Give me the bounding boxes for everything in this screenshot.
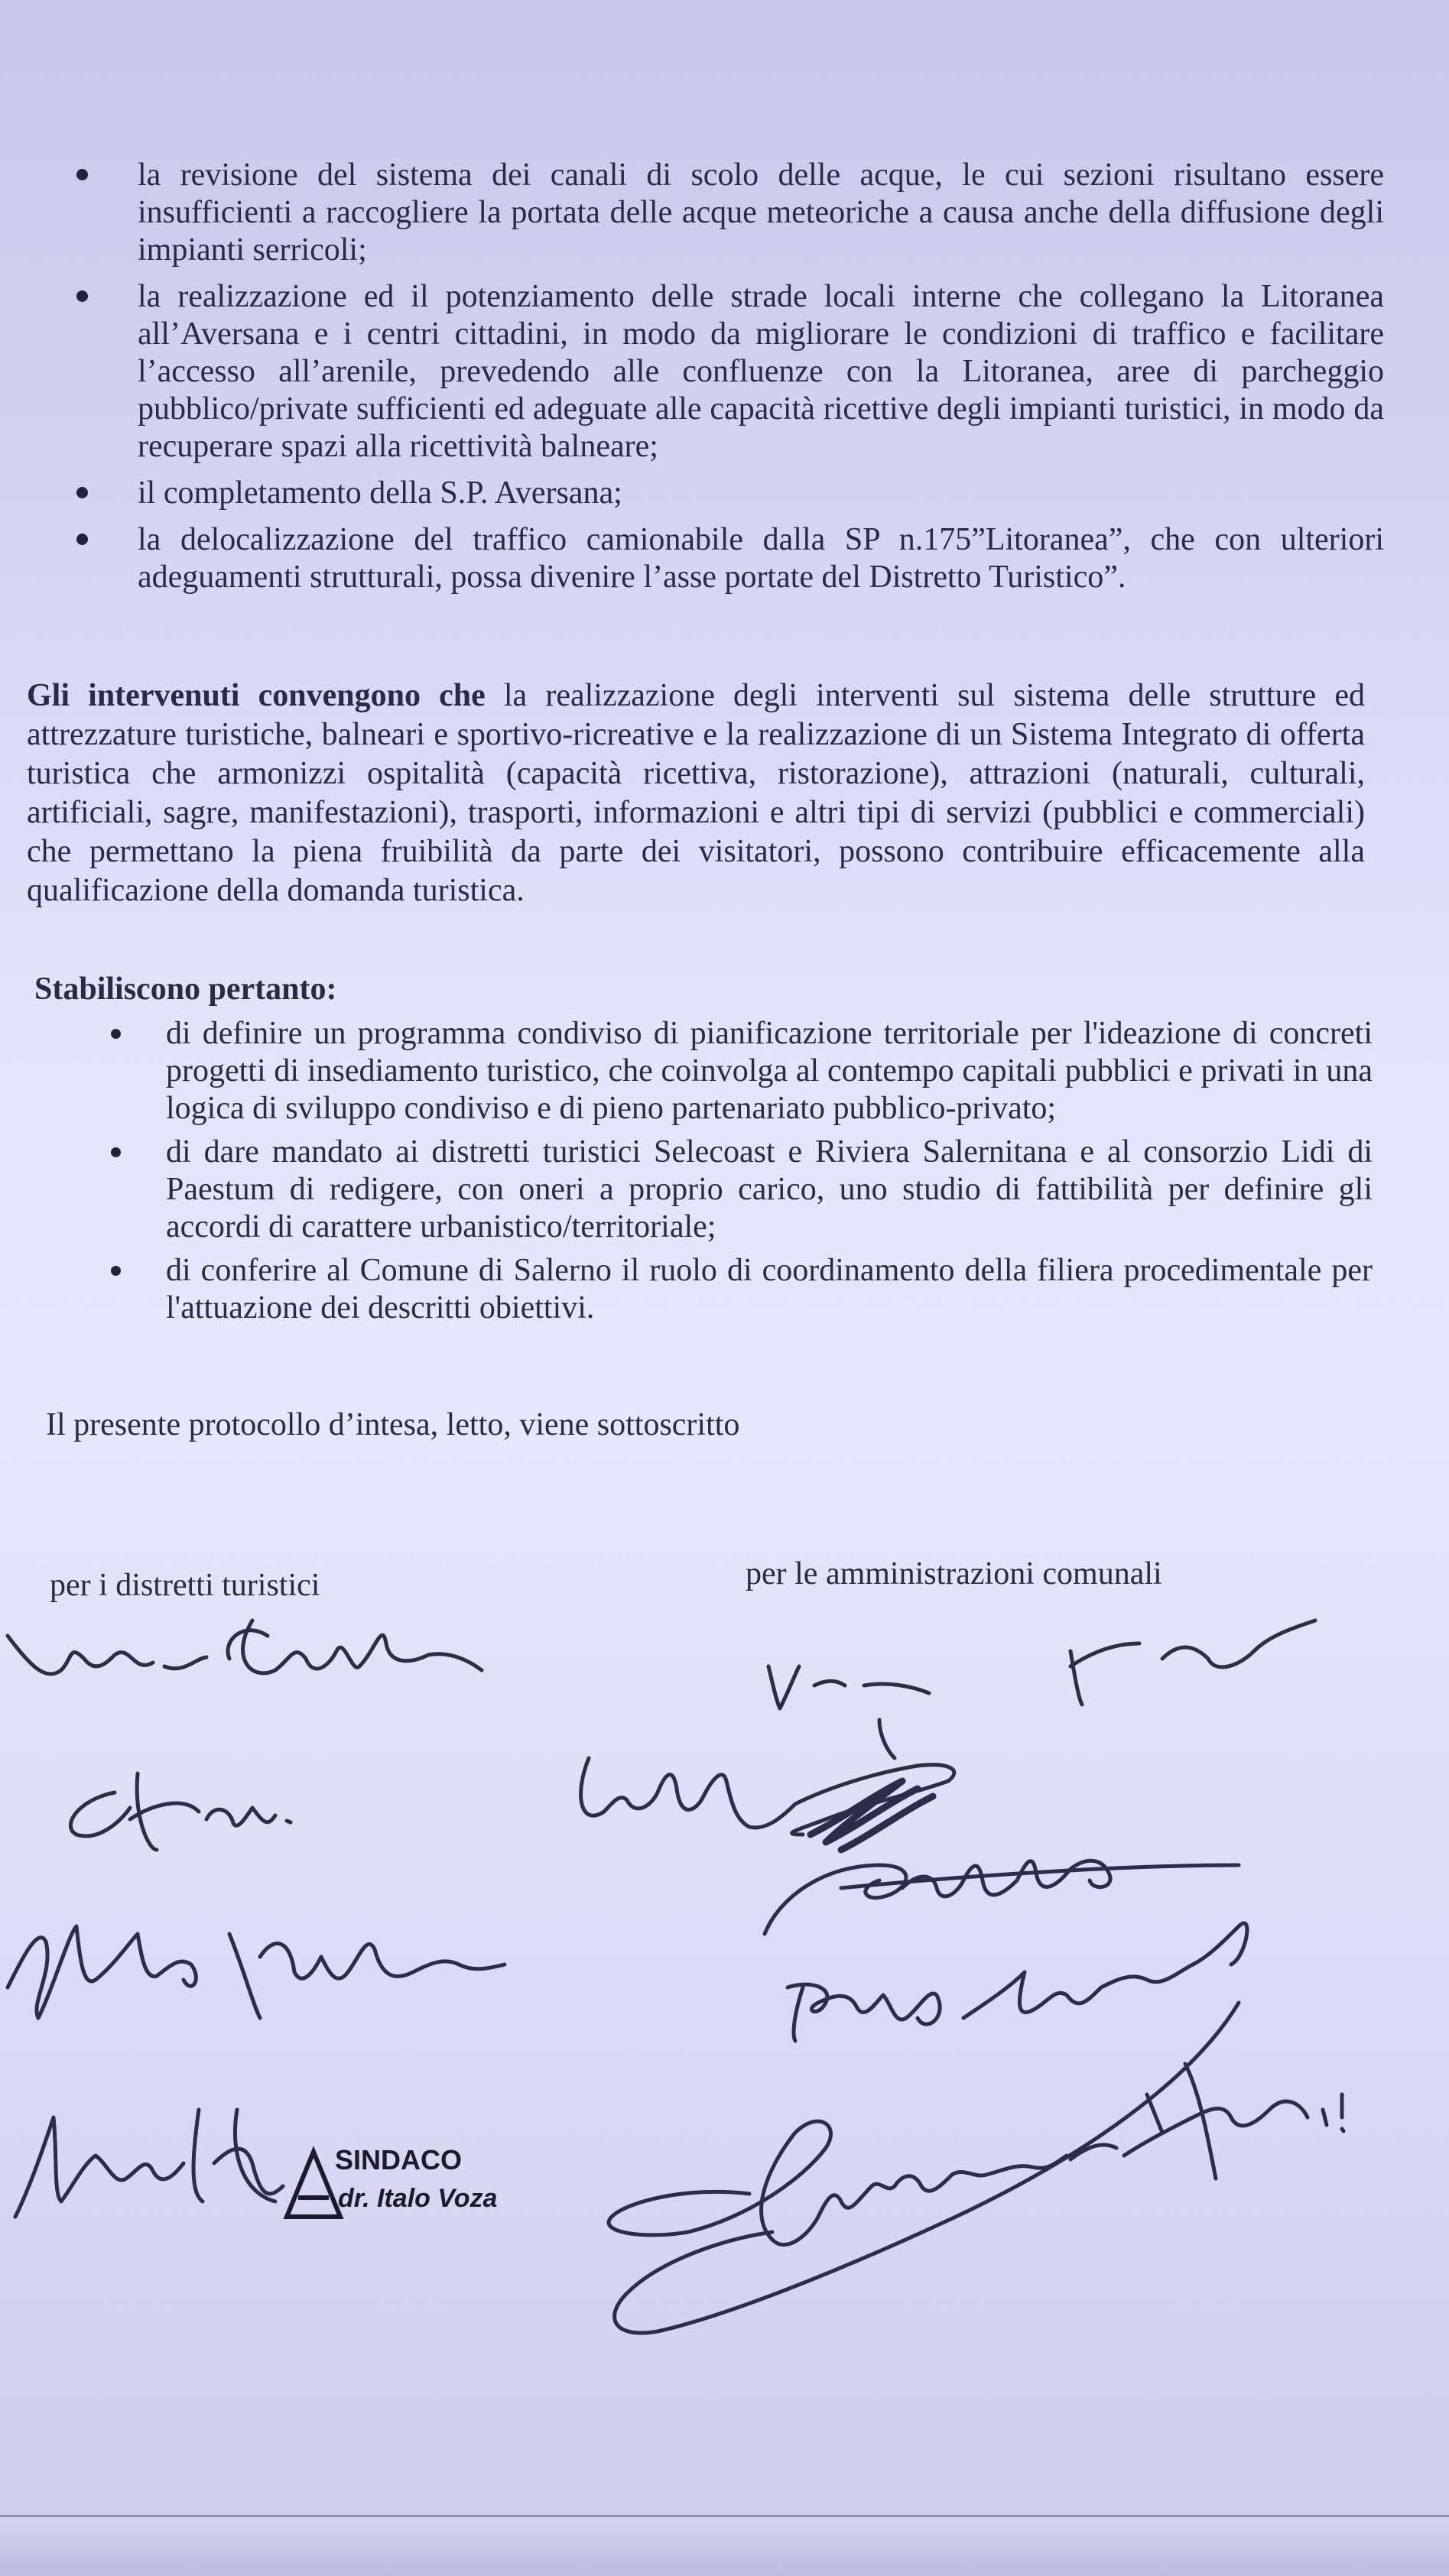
list-item: la realizzazione ed il potenziamento delle strade locali interne che collegano la Litoranea all’Aversana e i centri cittadini, in modo da migliorare le condizioni di traffico e facilitare l’accesso all’arenile, prevedendo alle confluenze con la Litoranea, aree di parcheggio pubblico/private sufficienti ed adeguate alle capacità ricettive degli impianti turistici, in modo da recuperare spazi alla ricettività balneare;	[76, 278, 1384, 466]
signature-left-2	[70, 1773, 291, 1850]
signature-label-left: per i distretti turistici	[50, 1568, 320, 1603]
signature-right-4	[788, 1923, 1247, 2041]
convengono-lead: Gli intervenuti convengono che	[27, 678, 486, 713]
convengono-text: la realizzazione degli interventi sul sistema delle strutture ed attrezzature turistiche, balneari e sportivo-ricreative e la realizzazione di un Sistema Integrato di offerta turistica che armonizzi ospitalità (capacità ricettiva, ristorazione), attrazioni (naturali, culturali, artificiali, sagre, manifestazioni), trasporti, informazioni e altri tipi di servizi (pubblici e commerciali) che permettano la piena fruibilità da parte dei visitatori, possono contribuire efficacemente alla qualificazione della domanda turistica.	[27, 678, 1365, 908]
list-item: di definire un programma condiviso di pianificazione territoriale per l'ideazione di concreti progetti di insediamento turistico, che coinvolga al contempo capitali pubblici e privati in una logica di sviluppo condiviso e di pieno partenariato pubblico-privato;	[111, 1015, 1373, 1127]
stamp-title: SINDACO	[335, 2144, 463, 2175]
list-item: la revisione del sistema dei canali di scolo delle acque, le cui sezioni risultano essere insufficienti a raccogliere la portata delle acque meteoriche a causa anche della diffusione degli impianti serricoli;	[76, 157, 1384, 269]
signature-right-5	[609, 2094, 1343, 2245]
list-item: il completamento della S.P. Aversana;	[76, 475, 1384, 512]
signature-label-right: per le amministrazioni comunali	[746, 1556, 1162, 1591]
list-item: di dare mandato ai distretti turistici Selecoast e Riviera Salernitana e al consorzio Lidi di Paestum di redigere, con oneri a proprio carico, uno studio di fattibilità per definire gli accordi di carattere urbanistico/territoriale;	[111, 1134, 1373, 1246]
signature-left-1	[8, 1621, 482, 1674]
page-bottom-edge	[0, 2515, 1449, 2576]
closing-statement: Il presente protocollo d’intesa, letto, viene sottoscritto	[46, 1407, 740, 1442]
stamp-name: dr. Italo Voza	[338, 2184, 498, 2213]
list-item: la delocalizzazione del traffico camionabile dalla SP n.175”Litoranea”, che con ulteriori adeguamenti strutturali, possa divenire l’asse portate del Distretto Turistico”.	[76, 521, 1384, 596]
signature-right-5-swoop	[615, 2003, 1239, 2333]
signature-right-3	[765, 1861, 1239, 1934]
signature-right-1	[768, 1621, 1315, 1758]
list-item: di conferire al Comune di Salerno il ruolo di coordinamento della filiera procedimentale per l'attuazione dei descritti obiettivi.	[111, 1252, 1373, 1327]
signature-left-3	[8, 1926, 505, 2018]
signature-left-4	[15, 2110, 283, 2217]
stabiliscono-heading: Stabiliscono pertanto:	[34, 972, 337, 1007]
mayor-stamp	[283, 2144, 512, 2228]
